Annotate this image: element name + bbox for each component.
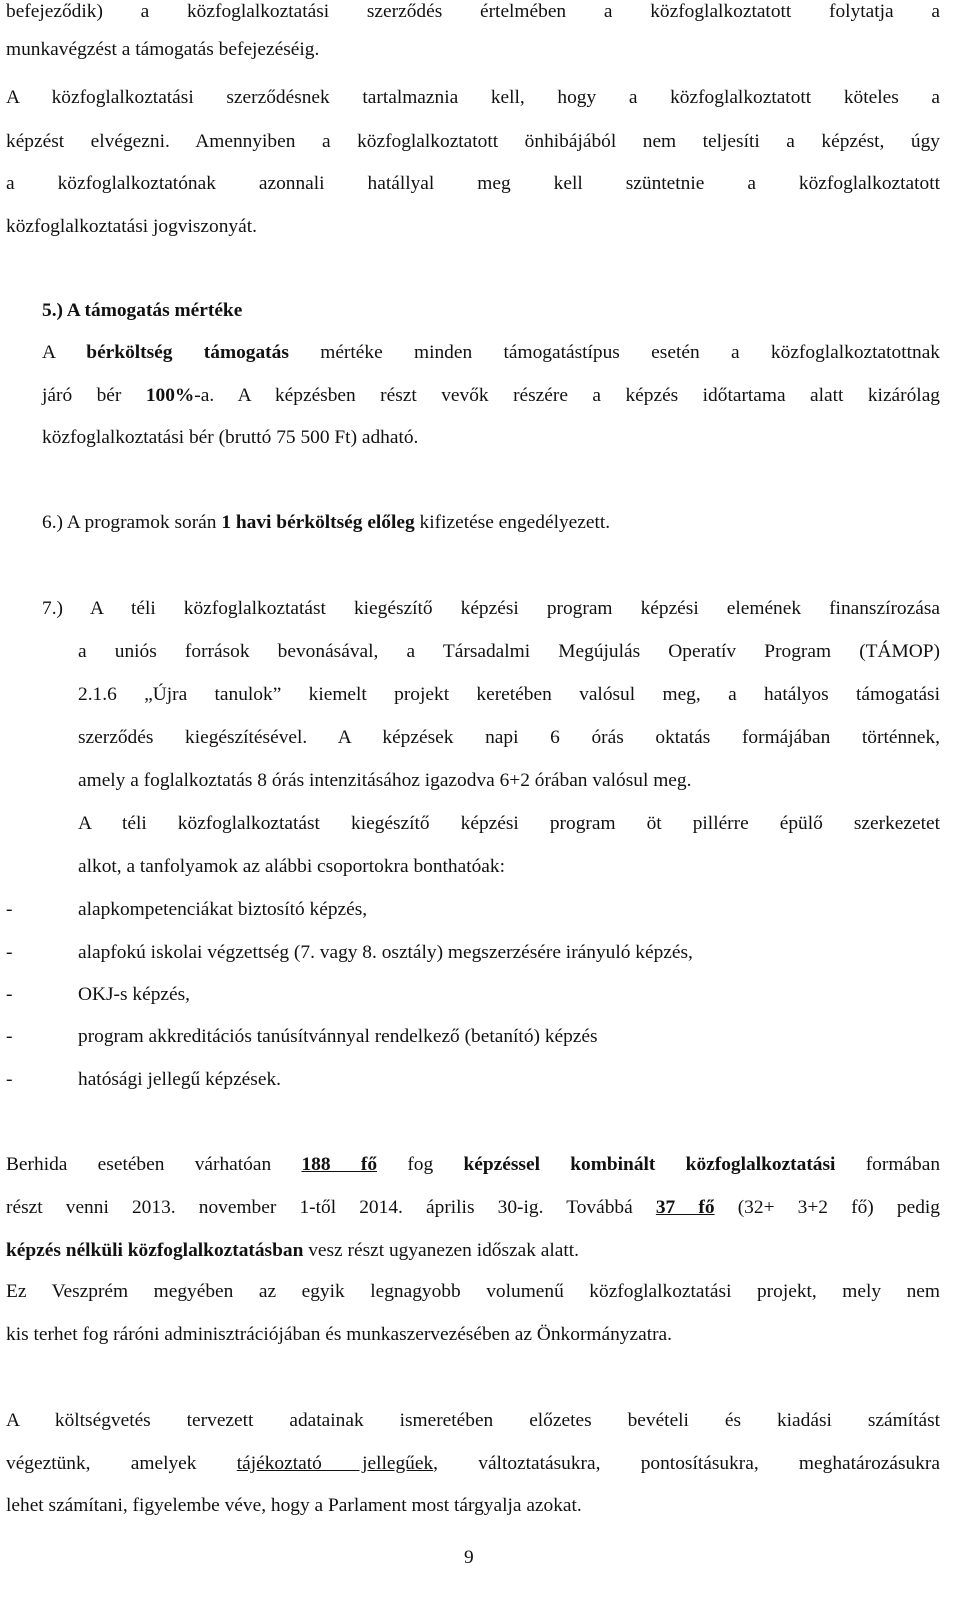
text-run: járó bér	[42, 385, 146, 406]
list-item: OKJ-s képzés,	[78, 984, 191, 1005]
list-dash: -	[6, 984, 13, 1005]
bold-run: képzés nélküli közfoglalkoztatásban	[6, 1240, 304, 1261]
section-7-line-3: 2.1.6 „Újra tanulok” kiemelt projekt keretében valósul meg, a hatályos támogatási	[78, 684, 940, 705]
bold-run: képzéssel kombinált közfoglalkoztatási	[463, 1154, 836, 1175]
list-item: alapfokú iskolai végzettség (7. vagy 8. osztály) megszerzésére irányuló képzés,	[78, 942, 693, 963]
budget-line-2	[6, 1452, 940, 1476]
section-7-line-1: 7.) A téli közfoglalkoztatást kiegészítő képzési program képzési elemének finanszírozása	[42, 598, 940, 619]
section-5-heading: 5.) A támogatás mértéke	[42, 300, 243, 321]
text-run: vesz részt ugyanezen időszak alatt.	[303, 1240, 580, 1261]
bold-run: bérköltség támogatás	[86, 342, 289, 363]
intro-line-1: befejeződik) a közfoglalkoztatási szerződés értelmében a közfoglalkoztatott folytatja a	[6, 1, 940, 22]
berhida-line-1	[6, 1153, 940, 1177]
list-dash: -	[6, 1026, 13, 1047]
intro-line-3: A közfoglalkoztatási szerződésnek tartalmaznia kell, hogy a közfoglalkoztatott köteles a	[6, 87, 940, 108]
section-7-line-2: a uniós források bevonásával, a Társadalmi Megújulás Operatív Program (TÁMOP)	[78, 641, 940, 662]
section-7-line-7: alkot, a tanfolyamok az alábbi csoportokra bonthatóak:	[78, 856, 505, 877]
page-number: 9	[464, 1547, 474, 1568]
section-7-line-4: szerződés kiegészítésével. A képzések napi 6 órás oktatás formájában történnek,	[78, 727, 940, 748]
list-item: alapkompetenciákat biztosító képzés,	[78, 899, 368, 920]
intro-line-6: közfoglalkoztatási jogviszonyát.	[6, 216, 257, 237]
text-run: -a. A képzésben részt vevők részére a képzés időtartama alatt kizárólag	[194, 385, 940, 406]
underlined-bold-run: 37 fő	[655, 1197, 715, 1218]
section-5-line-1	[42, 341, 940, 365]
section-6-line	[42, 511, 610, 535]
list-dash: -	[6, 942, 13, 963]
budget-line-1: A költségvetés tervezett adatainak ismeretében előzetes bevételi és kiadási számítást	[6, 1410, 940, 1431]
intro-line-4: képzést elvégezni. Amennyiben a közfoglalkoztatott önhibájából nem teljesíti a képzést, úgy	[6, 131, 940, 152]
list-item: program akkreditációs tanúsítvánnyal rendelkező (betanító) képzés	[78, 1026, 598, 1047]
intro-line-5: a közfoglalkoztatónak azonnali hatállyal meg kell szüntetnie a közfoglalkoztatott	[6, 173, 940, 194]
berhida-line-2	[6, 1196, 940, 1220]
text-run: végeztünk, amelyek	[6, 1453, 237, 1474]
text-run: formában	[835, 1154, 941, 1175]
berhida-line-3	[6, 1239, 579, 1263]
text-run: részt venni 2013. november 1-től 2014. április 30-ig. Továbbá	[6, 1197, 656, 1218]
section-7-line-6: A téli közfoglalkoztatást kiegészítő képzési program öt pillérre épülő szerkezetet	[78, 813, 940, 834]
list-dash: -	[6, 1069, 13, 1090]
underlined-run: tájékoztató jellegűek	[236, 1453, 434, 1474]
text-run: fog	[377, 1154, 464, 1175]
text-run: mértéke minden támogatástípus esetén a közfoglalkoztatottnak	[288, 342, 940, 363]
berhida-line-5: kis terhet fog ráróni adminisztrációjában és munkaszervezésében az Önkormányzatra.	[6, 1324, 672, 1345]
intro-line-2: munkavégzést a támogatás befejezéséig.	[6, 39, 320, 60]
text-run: , változtatásukra, pontosításukra, meghatározásukra	[433, 1453, 940, 1474]
section-7-line-5: amely a foglalkoztatás 8 órás intenzitásához igazodva 6+2 órában valósul meg.	[78, 770, 692, 791]
text-run: 6.) A programok során	[42, 512, 222, 533]
text-run: kifizetése engedélyezett.	[414, 512, 611, 533]
bold-run: 100%	[145, 385, 195, 406]
berhida-line-4: Ez Veszprém megyében az egyik legnagyobb volumenű közfoglalkoztatási projekt, mely nem	[6, 1281, 940, 1302]
text-run: Berhida esetében várhatóan	[6, 1154, 302, 1175]
text-run: (32+ 3+2 fő) pedig	[714, 1197, 940, 1218]
bold-run: 1 havi bérköltség előleg	[221, 512, 415, 533]
list-item: hatósági jellegű képzések.	[78, 1069, 281, 1090]
underlined-bold-run: 188 fő	[301, 1154, 378, 1175]
budget-line-3: lehet számítani, figyelembe véve, hogy a Parlament most tárgyalja azokat.	[6, 1495, 582, 1516]
list-dash: -	[6, 899, 13, 920]
section-5-line-3: közfoglalkoztatási bér (bruttó 75 500 Ft) adható.	[42, 427, 419, 448]
section-5-line-2	[42, 384, 940, 408]
text-run: A	[42, 342, 87, 363]
